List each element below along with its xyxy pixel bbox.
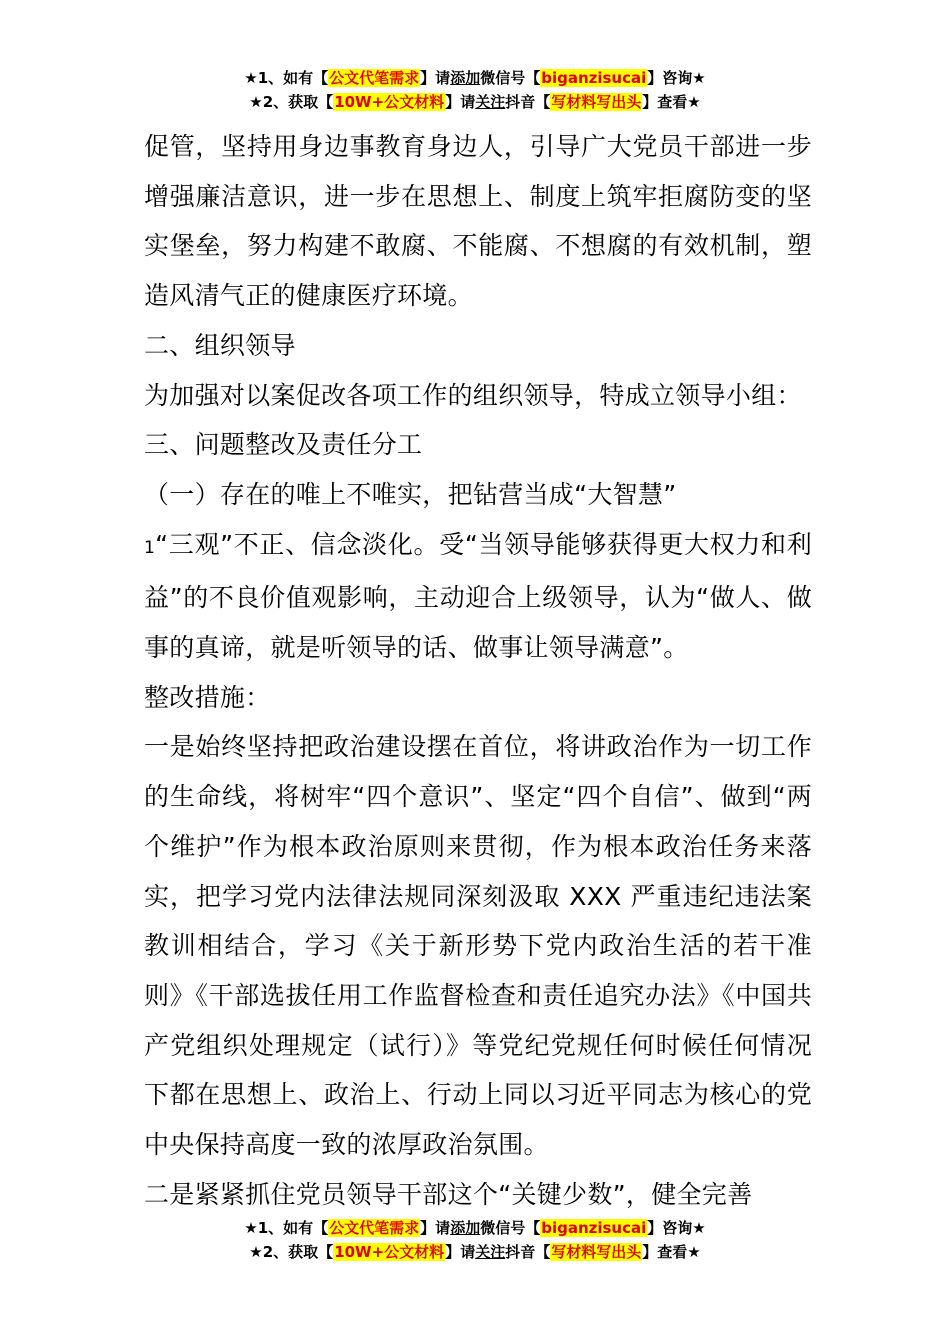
highlight-douyin: 写材料写出头 bbox=[551, 93, 642, 111]
measure-1: 一是始终坚持把政治建设摆在首位，将讲政治作为一切工作的生命线，将树牢“四个意识”、坚定“四个自信”、做到“两个维护”作为根本政治原则来贯彻，作为根本政治任务来落实，把学习党内法律法规同深刻汲取 XXX 严重违纪违法案教训相结合，学习《关于新形势下党内政治生活的若干准则》《干部选拔任用工作监督检查和责任追究办法》《中国共产党组织处理规定（试行）》等党纪党规任何时候任何情况下都在思想上、政治上、行动上同以习近平同志为核心的党中央保持高度一致的浓厚政治氛围。 bbox=[144, 732, 812, 1160]
highlight-douyin: 写材料写出头 bbox=[551, 1243, 642, 1261]
highlight-wechat-id: biganzisucai bbox=[541, 69, 647, 87]
footer-banner bbox=[0, 1216, 950, 1264]
subsection-heading-1: （一）存在的唯上不唯实，把钻营当成“大智慧” bbox=[144, 479, 677, 509]
banner-line-1: ★1、如有【公文代笔需求】请添加微信号【biganzisucai】咨询★ bbox=[244, 69, 706, 87]
paragraph-intro: 促管，坚持用身边事教育身边人，引导广大党员干部进一步增强廉洁意识，进一步在思想上、制度上筑牢拒腐防变的坚实堡垒，努力构建不敢腐、不能腐、不想腐的有效机制，塑造风清气正的健康医疗环境。 bbox=[144, 132, 812, 311]
item-number: 1 bbox=[144, 537, 156, 558]
problem-item-1: 1“三观”不正、信念淡化。受“当领导能够获得更大权力和利益”的不良价值观影响，主动迎合上级领导，认为“做人、做事的真谛，就是听领导的话、做事让领导满意”。 bbox=[144, 529, 812, 663]
highlight-materials: 10W+公文材料 bbox=[334, 1243, 445, 1261]
section-heading-3: 三、问题整改及责任分工 bbox=[144, 430, 423, 460]
highlight-wechat-id: biganzisucai bbox=[541, 1219, 647, 1237]
highlight-service: 公文代笔需求 bbox=[329, 1219, 420, 1237]
measures-label: 整改措施： bbox=[144, 682, 271, 712]
banner-line-1: ★1、如有【公文代笔需求】请添加微信号【biganzisucai】咨询★ bbox=[244, 1219, 706, 1237]
document-body bbox=[144, 122, 812, 1219]
header-banner bbox=[0, 66, 950, 114]
highlight-service: 公文代笔需求 bbox=[329, 69, 420, 87]
measure-2: 二是紧紧抓住党员领导干部这个“关键少数”，健全完善 bbox=[144, 1179, 753, 1209]
banner-line-2: ★2、获取【10W+公文材料】请关注抖音【写材料写出头】查看★ bbox=[249, 1243, 701, 1261]
section-heading-2: 二、组织领导 bbox=[144, 330, 296, 360]
banner-line-2: ★2、获取【10W+公文材料】请关注抖音【写材料写出头】查看★ bbox=[249, 93, 701, 111]
highlight-materials: 10W+公文材料 bbox=[334, 93, 445, 111]
paragraph-leadership: 为加强对以案促改各项工作的组织领导，特成立领导小组： bbox=[144, 380, 802, 410]
